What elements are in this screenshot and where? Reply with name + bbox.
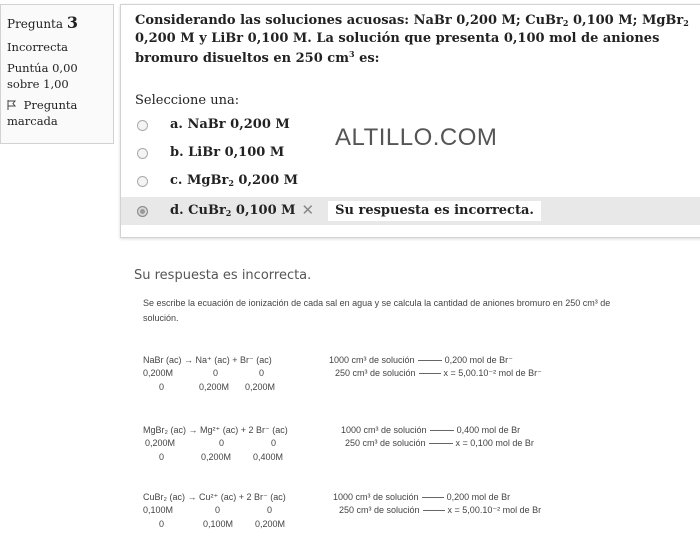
initial-concentration: 0,100M (143, 505, 174, 515)
flag-question-link[interactable] (7, 98, 107, 129)
final-salt: 0 (159, 382, 165, 392)
question-number (7, 12, 107, 34)
question-status: Incorrecta (7, 39, 69, 54)
initial-anion: 0 (271, 438, 277, 448)
option-label: c. MgBr$_2$ 0,200 M (170, 172, 299, 188)
calc-line-1: 1000 cm³ de solución 0,200 mol de Br (333, 492, 511, 502)
final-cation: 0,200M (201, 452, 232, 462)
answer-option-c[interactable] (121, 167, 700, 195)
ionization-equation: CuBr₂ (ac) → Cu²⁺ (ac) + 2 Br⁻ (ac) (143, 492, 286, 502)
score-line-1: Puntúa 0,00 (7, 61, 78, 76)
final-cation: 0,100M (203, 519, 234, 529)
initial-concentration: 0,200M (143, 368, 174, 378)
answer-option-d[interactable] (121, 197, 700, 225)
score-line-2: sobre 1,00 (7, 76, 69, 91)
question-info-panel (0, 4, 114, 144)
radio-button[interactable] (137, 148, 148, 159)
initial-cation: 0 (215, 505, 221, 515)
option-label: b. LiBr 0,100 M (170, 144, 285, 160)
initial-anion: 0 (259, 368, 265, 378)
final-anion: 0,400M (253, 452, 284, 462)
question-number-value: 3 (66, 13, 78, 32)
calc-line-2: 250 cm³ de solución x = 5,00.10⁻² mol de Br (339, 505, 542, 515)
flag-label: Pregunta (23, 98, 78, 113)
question-label: Pregunta (7, 17, 64, 31)
initial-cation: 0 (219, 438, 225, 448)
flag-label-2: marcada (7, 113, 58, 128)
final-anion: 0,200M (255, 519, 286, 529)
option-label: d. CuBr$_2$ 0,100 M (170, 202, 296, 218)
option-label: a. NaBr 0,200 M (170, 116, 290, 132)
feedback-intro: Se escribe la ecuación de ionización de cada sal en agua y se calcula la cantidad de aniones bromuro en 250 cm³ de solución. (143, 298, 611, 323)
question-text: Considerando las soluciones acuosas: NaBr 0,200 M; CuBr$_2$ 0,100 M; MgBr$_2$ 0,200 M y LiBr 0,100 M. La solución que presenta 0,100 mol de aniones bromuro disueltos en 250 $cm^3$ es: (135, 13, 689, 66)
calc-line-2: 250 cm³ de solución x = 5,00.10⁻² mol de Br⁻ (335, 368, 542, 378)
calc-line-1: 1000 cm³ de solución 0,400 mol de Br (341, 425, 521, 435)
final-cation: 0,200M (199, 382, 230, 392)
initial-anion: 0 (267, 505, 273, 515)
final-salt: 0 (159, 519, 165, 529)
initial-concentration: 0,200M (145, 438, 176, 448)
radio-button-selected[interactable] (137, 206, 148, 217)
final-salt: 0 (159, 452, 165, 462)
initial-cation: 0 (213, 368, 219, 378)
final-anion: 0,200M (245, 382, 276, 392)
flag-icon (7, 100, 17, 110)
calc-line-2: 250 cm³ de solución x = 0,100 mol de Br (345, 438, 534, 448)
ionization-equation: MgBr₂ (ac) → Mg²⁺ (ac) + 2 Br⁻ (ac) (143, 425, 288, 435)
watermark: ALTILLO.COM (335, 124, 498, 151)
question-score (7, 61, 107, 92)
radio-button[interactable] (137, 120, 148, 131)
question-panel (120, 4, 700, 238)
feedback-heading: Su respuesta es incorrecta. (134, 268, 312, 283)
calc-line-1: 1000 cm³ de solución 0,200 mol de Br⁻ (329, 355, 513, 365)
select-prompt: Seleccione una: (135, 93, 240, 109)
radio-button[interactable] (137, 176, 148, 187)
incorrect-icon: ✕ (301, 201, 315, 220)
incorrect-feedback-tag: Su respuesta es incorrecta. (328, 201, 541, 221)
ionization-equation: NaBr (ac) → Na⁺ (ac) + Br⁻ (ac) (143, 355, 272, 365)
